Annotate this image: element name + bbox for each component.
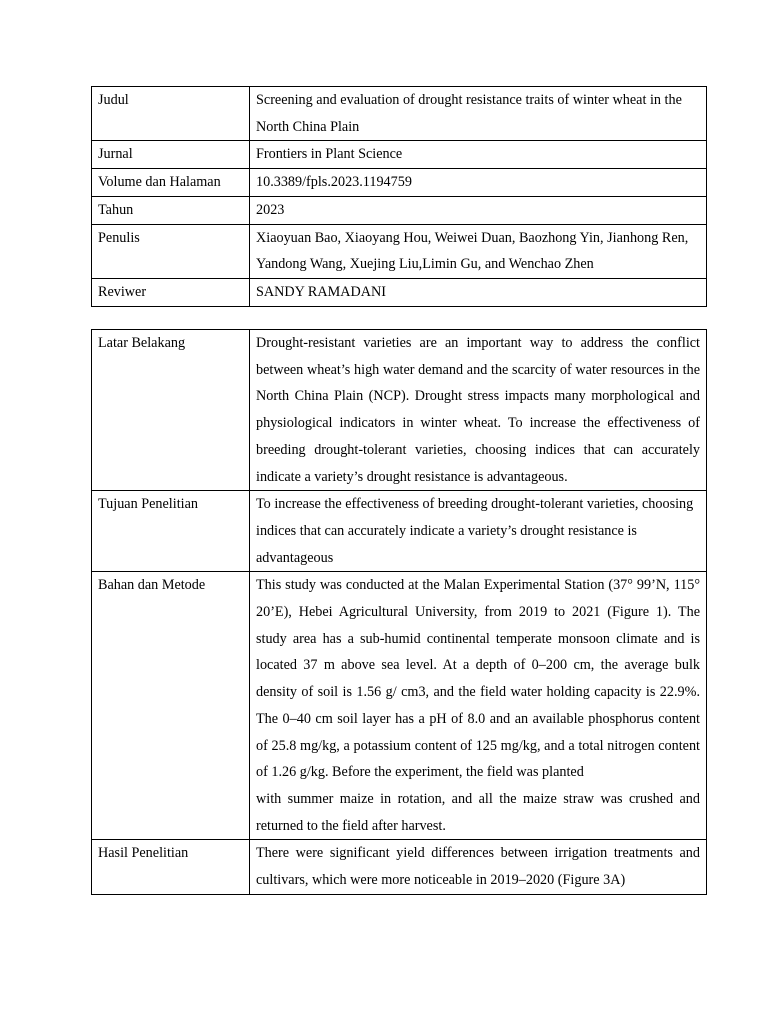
row-value-results: There were significant yield differences between irrigation treatments and cultivars, which were more noticeable in 2019–2020 (Figure 3A) <box>250 840 707 894</box>
row-value-title: Screening and evaluation of drought resistance traits of winter wheat in the North China Plain <box>250 87 707 141</box>
table-row <box>92 330 707 491</box>
row-label-judul: Judul <box>92 87 250 141</box>
row-value-objective: To increase the effectiveness of breeding drought-tolerant varieties, choosing indices that can accurately indicate a variety’s drought resistance is advantageous <box>250 491 707 572</box>
methods-paragraph-2: with summer maize in rotation, and all the maize straw was crushed and returned to the field after harvest. <box>256 790 700 834</box>
row-label-hasil: Hasil Penelitian <box>92 840 250 894</box>
table-row <box>92 840 707 894</box>
row-value-reviewer: SANDY RAMADANI <box>250 278 707 306</box>
row-value-authors: Xiaoyuan Bao, Xiaoyang Hou, Weiwei Duan, Baozhong Yin, Jianhong Ren, Yandong Wang, Xuejing Liu,Limin Gu, and Wenchao Zhen <box>250 224 707 278</box>
methods-paragraph-1: This study was conducted at the Malan Experimental Station (37° 99’N, 115° 20’E), Hebei Agricultural University, from 2019 to 2021 (Figure 1). The study area has a sub-humid continental temperate monsoon climate and is located 37 m above sea level. At a depth of 0–200 cm, the average bulk density of soil is 1.56 g/ cm3, and the field water holding capacity is 22.9%. The 0–40 cm soil layer has a pH of 8.0 and an available phosphorus content of 25.8 mg/kg, a potassium content of 125 mg/kg, and a total nitrogen content of 1.26 g/kg. Before the experiment, the field was planted <box>256 577 700 781</box>
row-value-volume: 10.3389/fpls.2023.1194759 <box>250 169 707 197</box>
row-label-tahun: Tahun <box>92 196 250 224</box>
row-label-jurnal: Jurnal <box>92 141 250 169</box>
row-label-penulis: Penulis <box>92 224 250 278</box>
row-label-latar-belakang: Latar Belakang <box>92 330 250 491</box>
table-row <box>92 491 707 572</box>
row-label-reviwer: Reviwer <box>92 278 250 306</box>
row-value-background: Drought-resistant varieties are an important way to address the conflict between wheat’s high water demand and the scarcity of water resources in the North China Plain (NCP). Drought stress impacts many morphological and physiological indicators in winter wheat. To increase the effectiveness of breeding drought-tolerant varieties, choosing indices that can accurately indicate a variety’s drought resistance is advantageous. <box>250 330 707 491</box>
row-value-methods <box>250 572 707 840</box>
row-value-journal: Frontiers in Plant Science <box>250 141 707 169</box>
row-label-bahan-metode: Bahan dan Metode <box>92 572 250 840</box>
review-table <box>91 329 707 895</box>
table-row <box>92 572 707 840</box>
row-label-tujuan: Tujuan Penelitian <box>92 491 250 572</box>
row-value-year: 2023 <box>250 196 707 224</box>
row-label-volume: Volume dan Halaman <box>92 169 250 197</box>
